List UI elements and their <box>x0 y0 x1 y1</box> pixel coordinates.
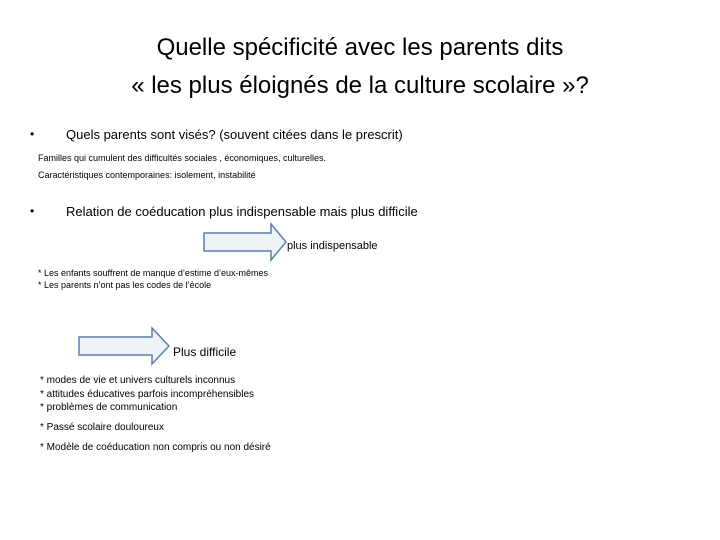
section1-heading: Quels parents sont visés? (souvent citées dans le prescrit) <box>66 127 403 142</box>
bullet-marker: • <box>30 204 35 218</box>
slide-title-line1: Quelle spécificité avec les parents dits <box>156 34 564 61</box>
arrow2-label: Plus difficile <box>173 345 237 359</box>
slide-title-line2: « les plus éloignés de la culture scolaire »? <box>131 72 589 99</box>
list-item: * Passé scolaire douloureux <box>40 422 164 433</box>
bullet-marker: • <box>30 127 35 141</box>
list-item: * modes de vie et univers culturels inconnus <box>40 375 236 386</box>
right-arrow-icon <box>78 327 170 365</box>
section1-line1: Familles qui cumulent des difficultés sociales , économiques, culturelles. <box>38 153 326 163</box>
right-arrow-icon <box>203 223 287 261</box>
section2-heading: Relation de coéducation plus indispensable mais plus difficile <box>66 204 418 219</box>
arrow1-label: plus indispensable <box>287 240 378 252</box>
list-item: * Modèle de coéducation non compris ou non désiré <box>40 442 271 453</box>
list-item: * Les parents n’ont pas les codes de l’école <box>38 280 212 290</box>
section1-line2: Caractéristiques contemporaines: isolement, instabilité <box>38 170 256 180</box>
list-item: * Les enfants souffrent de manque d’estime d’eux-mêmes <box>38 268 268 278</box>
list-item: * attitudes éducatives parfois incompréhensibles <box>40 389 255 400</box>
list-item: * problèmes de communication <box>40 402 178 413</box>
